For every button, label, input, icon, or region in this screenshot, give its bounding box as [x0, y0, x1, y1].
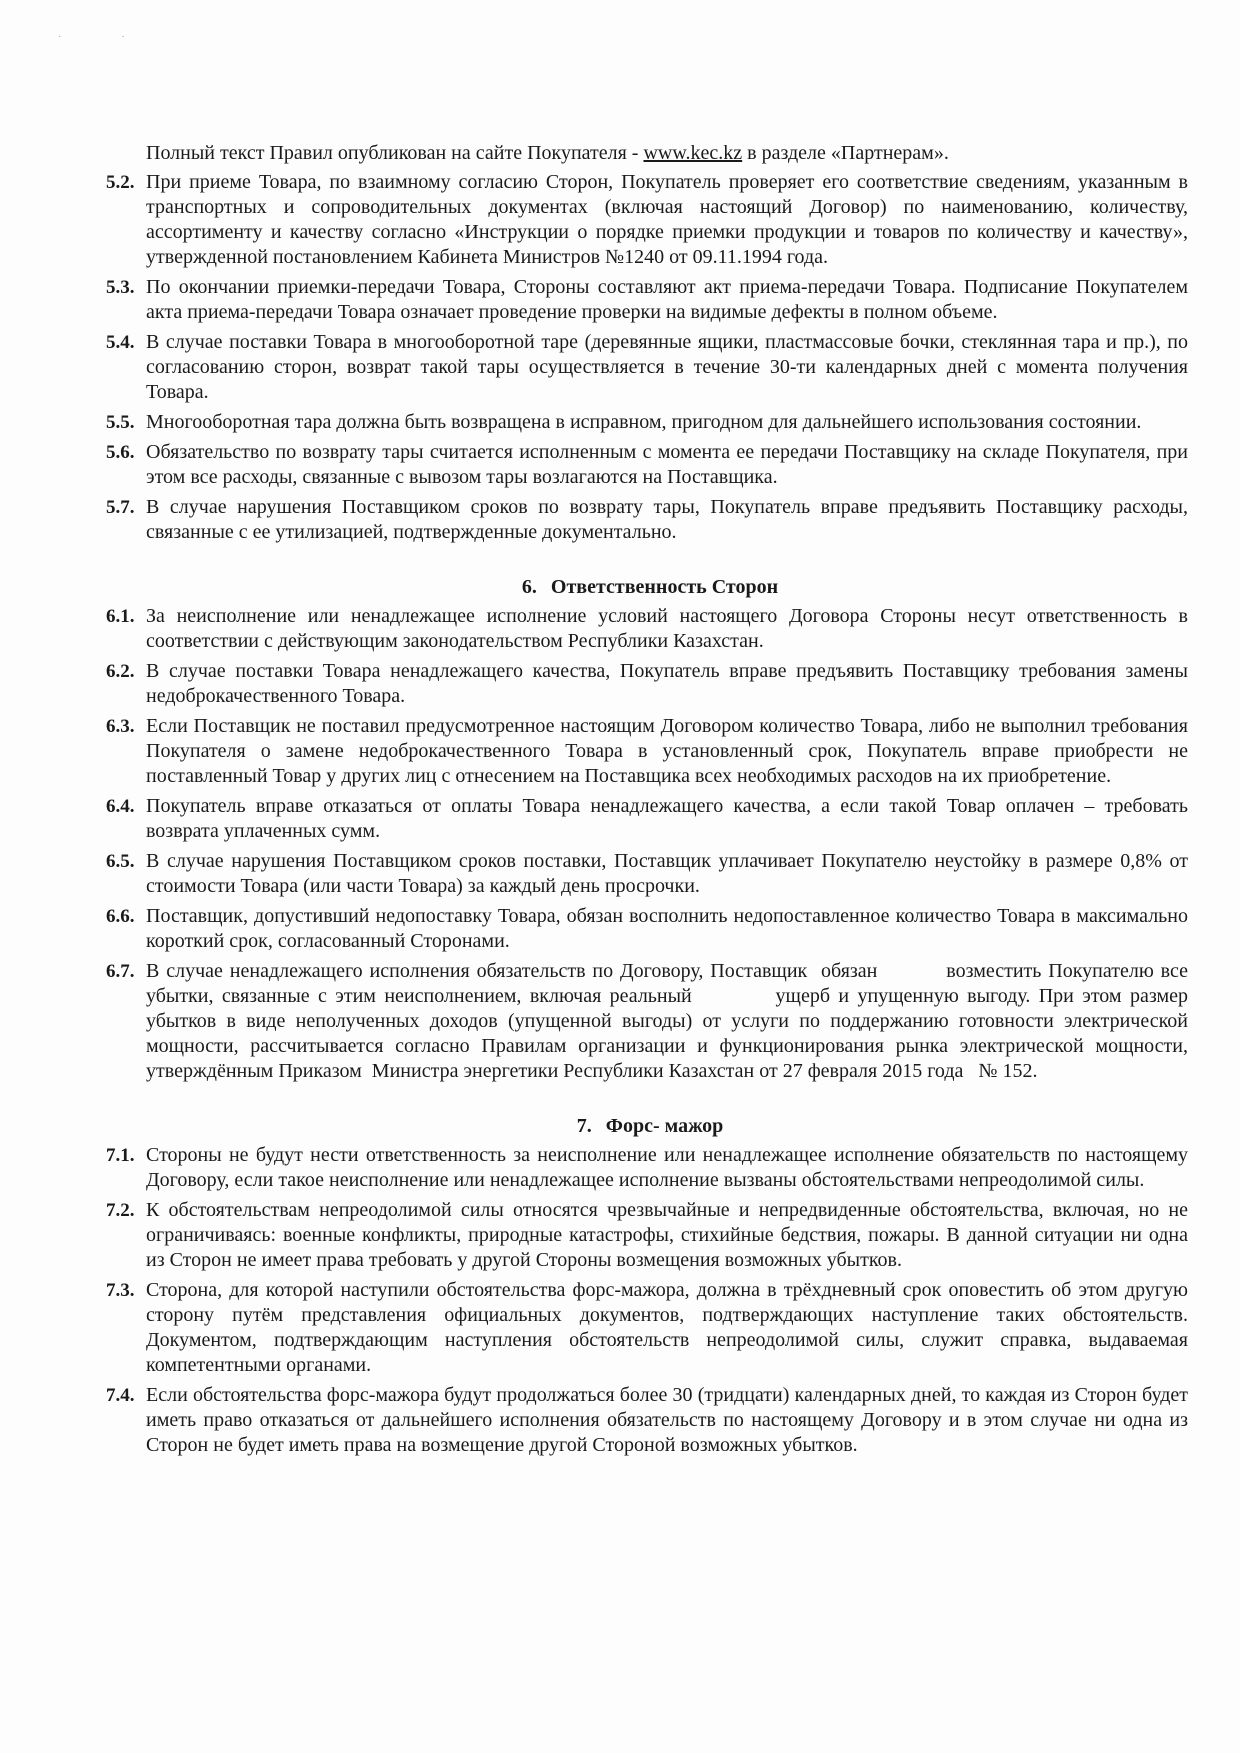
- clause-number: 6.2.: [106, 661, 135, 682]
- clause-text: В случае поставки Товара в многооборотной таре (деревянные ящики, пластмассовые бочки, стеклянная тара и пр.), по согласованию сторон, возврат такой тары осуществляется в течение 30-ти календарных дней с момента получения Товара.: [146, 331, 1188, 403]
- clause-6-5: [106, 849, 1188, 899]
- kec-website-link[interactable]: www.kec.kz: [643, 142, 743, 164]
- clause-number: 7.3.: [106, 1280, 135, 1301]
- section-6-heading: [112, 575, 1188, 600]
- clause-text: Многооборотная тара должна быть возвращена в исправном, пригодном для дальнейшего использования состоянии.: [146, 411, 1142, 433]
- clause-5-2: [106, 170, 1188, 270]
- clause-5-5: [106, 410, 1188, 435]
- section-number: 7.: [576, 1115, 592, 1137]
- clause-text: Если Поставщик не поставил предусмотренное настоящим Договором количество Товара, либо не выполнил требования Покупателя о замене недоброкачественного Товара в установленный срок, Покупатель вправе приобрести не поставленный Товар у других лиц с отнесением на Поставщика всех необходимых расходов на их приобретение.: [146, 715, 1188, 787]
- clause-5-3: [106, 275, 1188, 325]
- rules-publication-note: [146, 141, 1188, 166]
- clause-5-4: [106, 330, 1188, 405]
- clause-number: 7.2.: [106, 1200, 135, 1221]
- clause-number: 6.3.: [106, 716, 135, 737]
- document-body: [106, 141, 1193, 1463]
- clause-6-2: [106, 659, 1188, 709]
- clause-text: В случае поставки Товара ненадлежащего качества, Покупатель вправе предъявить Поставщику требования замены недоброкачественного Товара.: [146, 660, 1188, 707]
- clause-text: Если обстоятельства форс-мажора будут продолжаться более 30 (тридцати) календарных дней, то каждая из Сторон будет иметь право отказаться от дальнейшего исполнения обязательств по настоящему Договору и в этом случае ни одна из Сторон не будет иметь права на возмещение другой Стороной возможных убытков.: [146, 1384, 1188, 1456]
- clause-text: Покупатель вправе отказаться от оплаты Товара ненадлежащего качества, а если такой Товар оплачен – требовать возврата уплаченных сумм.: [146, 795, 1188, 842]
- clause-number: 5.5.: [106, 412, 135, 433]
- clause-number: 7.1.: [106, 1145, 135, 1166]
- section-title: Форс- мажор: [605, 1115, 724, 1137]
- clause-text: По окончании приемки-передачи Товара, Стороны составляют акт приема-передачи Товара. Подписание Покупателем акта приема-передачи Товара означает проведение проверки на видимые дефекты в полном объеме.: [146, 276, 1188, 323]
- clause-number: 5.4.: [106, 332, 135, 353]
- intro-suffix: в разделе «Партнерам».: [742, 142, 949, 164]
- clause-text: В случае ненадлежащего исполнения обязательств по Договору, Поставщик обязан возместить Покупателю все убытки, связанные с этим неисполнением, включая реальный ущерб и упущенную выгоду. При этом размер убытков в виде неполученных доходов (упущенной выгоды) от услуги по поддержанию готовности электрической мощности, рассчитывается согласно Правилам организации и функционирования рынка электрической мощности, утверждённым Приказом Министра энергетики Республики Казахстан от 27 февраля 2015 года № 152.: [146, 960, 1193, 1082]
- clause-text: При приеме Товара, по взаимному согласию Сторон, Покупатель проверяет его соответствие сведениям, указанным в транспортных и сопроводительных документах (включая настоящий Договор) по наименованию, количеству, ассортименту и качеству согласно «Инструкции о порядке приемки продукции и товаров по количеству и качеству», утвержденной постановлением Кабинета Министров №1240 от 09.11.1994 года.: [146, 171, 1188, 268]
- clause-number: 5.3.: [106, 277, 135, 298]
- clause-number: 6.7.: [106, 961, 135, 982]
- clause-text: Сторона, для которой наступили обстоятельства форс-мажора, должна в трёхдневный срок оповестить об этом другую сторону путём представления официальных документов, подтверждающих наступление таких обстоятельств. Документом, подтверждающим наступления обстоятельств непреодолимой силы, служит справка, выдаваемая компетентными органами.: [146, 1279, 1188, 1376]
- clause-7-2: [106, 1198, 1188, 1273]
- clause-6-4: [106, 794, 1188, 844]
- clause-number: 6.6.: [106, 906, 135, 927]
- clause-number: 6.4.: [106, 796, 135, 817]
- clause-7-1: [106, 1143, 1188, 1193]
- section-7-heading: [112, 1114, 1188, 1139]
- clause-text: В случае нарушения Поставщиком сроков по возврату тары, Покупатель вправе предъявить Поставщику расходы, связанные с ее утилизацией, подтвержденные документально.: [146, 496, 1188, 543]
- clause-text: Поставщик, допустивший недопоставку Товара, обязан восполнить недопоставленное количество Товара в максимально короткий срок, согласованный Сторонами.: [146, 905, 1188, 952]
- section-title: Ответственность Сторон: [550, 576, 779, 598]
- clause-number: 5.2.: [106, 172, 135, 193]
- clause-text: Стороны не будут нести ответственность за неисполнение или ненадлежащее исполнение обязательств по настоящему Договору, если такое неисполнение или ненадлежащее исполнение вызваны обстоятельствами непреодолимой силы.: [146, 1144, 1188, 1191]
- clause-number: 7.4.: [106, 1385, 135, 1406]
- clause-number: 6.5.: [106, 851, 135, 872]
- clause-5-6: [106, 440, 1188, 490]
- scan-specks: ˙˙: [58, 35, 185, 46]
- clause-7-4: [106, 1383, 1188, 1458]
- intro-prefix: Полный текст Правил опубликован на сайте Покупателя -: [146, 142, 644, 164]
- clause-6-6: [106, 904, 1188, 954]
- clause-number: 5.7.: [106, 497, 135, 518]
- clause-6-7: [106, 959, 1193, 1084]
- clause-7-3: [106, 1278, 1188, 1378]
- clause-number: 6.1.: [106, 606, 135, 627]
- clause-5-7: [106, 495, 1188, 545]
- clause-number: 5.6.: [106, 442, 135, 463]
- clause-text: В случае нарушения Поставщиком сроков поставки, Поставщик уплачивает Покупателю неустойку в размере 0,8% от стоимости Товара (или части Товара) за каждый день просрочки.: [146, 850, 1188, 897]
- clause-6-3: [106, 714, 1188, 789]
- clause-text: К обстоятельствам непреодолимой силы относятся чрезвычайные и непредвиденные обстоятельства, включая, но не ограничиваясь: военные конфликты, природные катастрофы, стихийные бедствия, пожары. В данной ситуации ни одна из Сторон не имеет права требовать у другой Стороны возмещения возможных убытков.: [146, 1199, 1188, 1271]
- section-number: 6.: [521, 576, 537, 598]
- clause-text: За неисполнение или ненадлежащее исполнение условий настоящего Договора Стороны несут ответственность в соответствии с действующим законодательством Республики Казахстан.: [146, 605, 1188, 652]
- clause-text: Обязательство по возврату тары считается исполненным с момента ее передачи Поставщику на складе Покупателя, при этом все расходы, связанные с вывозом тары возлагаются на Поставщика.: [146, 441, 1188, 488]
- clause-6-1: [106, 604, 1188, 654]
